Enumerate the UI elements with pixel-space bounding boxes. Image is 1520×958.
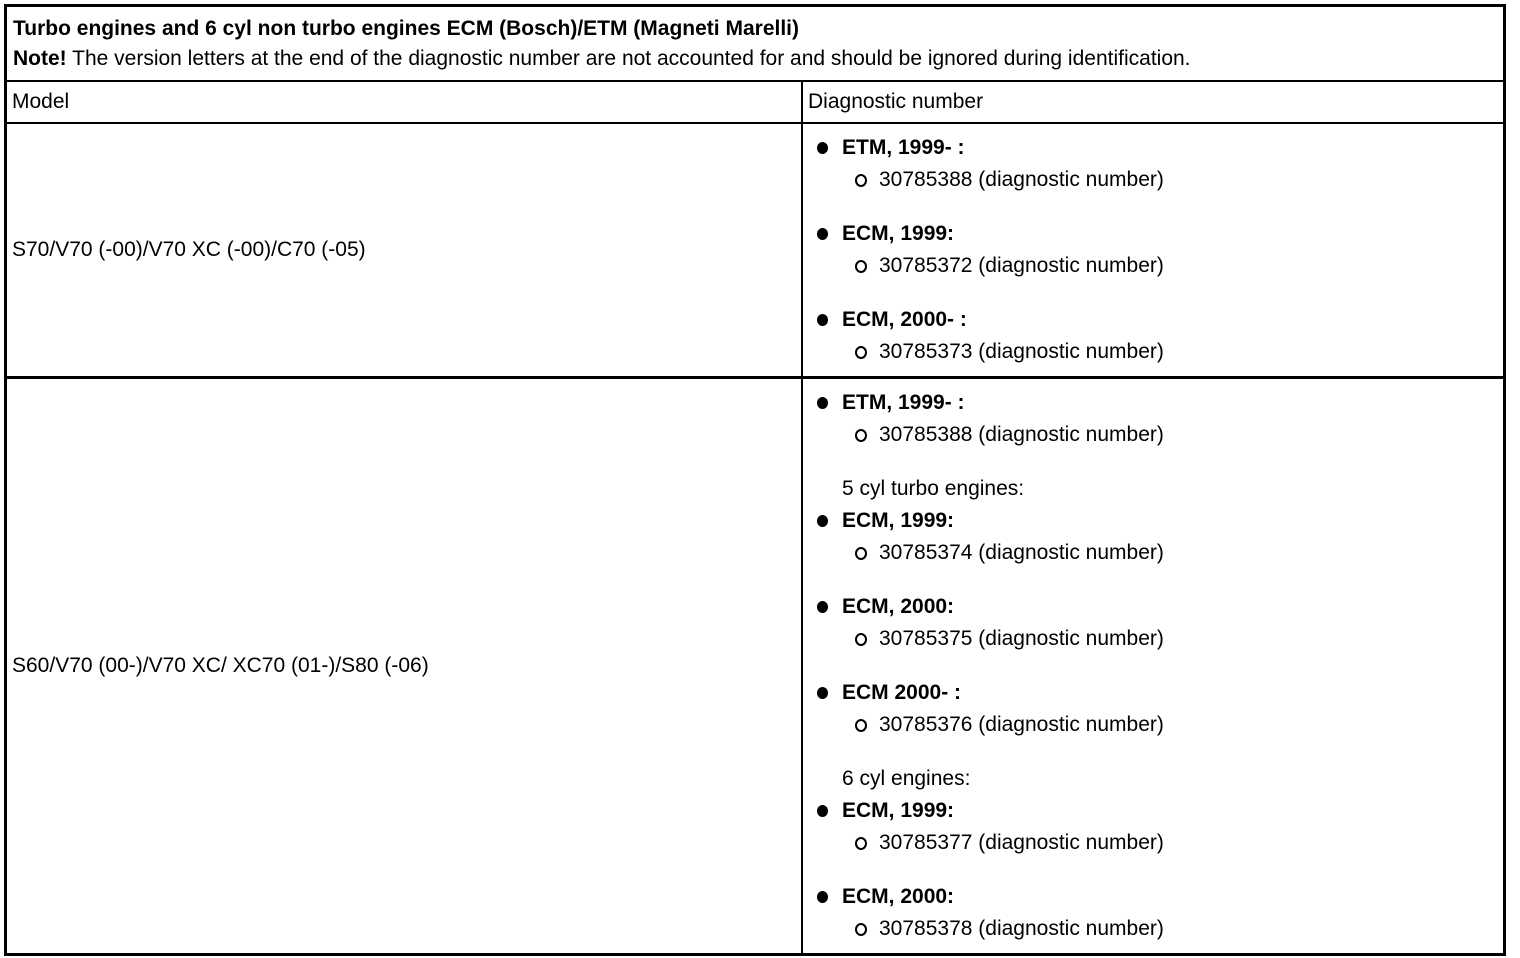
diagnostic-entry: [803, 218, 1497, 282]
module-label: ECM, 2000:: [842, 595, 955, 618]
bullet-icon: [817, 228, 828, 240]
bullet-line: [803, 218, 1497, 250]
note-text: The version letters at the end of the diagnostic number are not accounted for and should be ignored during identification.: [66, 47, 1191, 70]
column-header-model: Model: [7, 82, 803, 122]
diagnostic-entry: [803, 132, 1497, 196]
sub-bullet-line: [803, 250, 1497, 282]
column-header-diagnostic-number: Diagnostic number: [808, 90, 984, 113]
bullet-icon: [817, 515, 828, 527]
module-label: ECM, 1999:: [842, 222, 955, 245]
diagnostic-entry: [803, 591, 1497, 655]
engine-group-label: 6 cyl engines:: [842, 767, 971, 790]
circle-bullet-icon: [855, 260, 867, 273]
module-label: ECM, 2000:: [842, 885, 955, 908]
table-row: [7, 379, 1503, 953]
diagnostic-cell: [803, 124, 1503, 376]
table-body: [7, 124, 1503, 953]
diagnostic-entry: [803, 304, 1497, 368]
bullet-line: [803, 795, 1497, 827]
bullet-line: [803, 881, 1497, 913]
bullet-line: [803, 677, 1497, 709]
diagnostic-number-text: 30785372 (diagnostic number): [879, 254, 1164, 277]
diagnostic-entry: [803, 505, 1497, 569]
circle-bullet-icon: [855, 923, 867, 936]
table-header-row: [7, 82, 1503, 124]
diagnostic-entry: [803, 795, 1497, 859]
engine-group-label: 5 cyl turbo engines:: [842, 477, 1025, 500]
circle-bullet-icon: [855, 837, 867, 850]
bullet-icon: [817, 601, 828, 613]
diagnostic-number-text: 30785377 (diagnostic number): [879, 831, 1164, 854]
bullet-line: [803, 304, 1497, 336]
circle-bullet-icon: [855, 346, 867, 359]
engine-group-item: [803, 763, 1497, 795]
diagnostic-number-text: 30785375 (diagnostic number): [879, 627, 1164, 650]
circle-bullet-icon: [855, 174, 867, 187]
module-label: ETM, 1999- :: [842, 136, 965, 159]
module-label: ECM 2000- :: [842, 681, 962, 704]
bullet-line: [803, 591, 1497, 623]
module-label: ECM, 1999:: [842, 509, 955, 532]
module-label: ETM, 1999- :: [842, 391, 965, 414]
table-caption: [7, 7, 1503, 82]
bullet-icon: [817, 891, 828, 903]
diagnostic-entry: [803, 677, 1497, 741]
diagnostic-number-text: 30785374 (diagnostic number): [879, 541, 1164, 564]
diagnostic-cell: [803, 379, 1503, 953]
sub-bullet-line: [803, 623, 1497, 655]
sub-bullet-line: [803, 164, 1497, 196]
sub-bullet-line: [803, 709, 1497, 741]
diagnostic-table: [4, 4, 1506, 956]
sub-bullet-line: [803, 827, 1497, 859]
bullet-icon: [817, 687, 828, 699]
sub-bullet-line: [803, 419, 1497, 451]
circle-bullet-icon: [855, 547, 867, 560]
bullet-icon: [817, 314, 828, 326]
model-text: S70/V70 (-00)/V70 XC (-00)/C70 (-05): [12, 238, 366, 261]
module-label: ECM, 1999:: [842, 799, 955, 822]
diagnostic-number-text: 30785378 (diagnostic number): [879, 917, 1164, 940]
model-cell: [7, 124, 803, 376]
sub-bullet-line: [803, 913, 1497, 945]
model-text: S60/V70 (00-)/V70 XC/ XC70 (01-)/S80 (-06): [12, 654, 429, 677]
module-label: ECM, 2000- :: [842, 308, 967, 331]
diagnostic-number-text: 30785388 (diagnostic number): [879, 168, 1164, 191]
sub-bullet-line: [803, 537, 1497, 569]
bullet-icon: [817, 805, 828, 817]
diagnostic-entry: [803, 387, 1497, 451]
bullet-line: [803, 505, 1497, 537]
circle-bullet-icon: [855, 719, 867, 732]
sub-bullet-line: [803, 336, 1497, 368]
table-note: [13, 44, 1497, 74]
diagnostic-number-text: 30785388 (diagnostic number): [879, 423, 1164, 446]
circle-bullet-icon: [855, 633, 867, 646]
table-title: Turbo engines and 6 cyl non turbo engines ECM (Bosch)/ETM (Magneti Marelli): [13, 17, 799, 40]
bullet-icon: [817, 142, 828, 154]
diagnostic-number-text: 30785373 (diagnostic number): [879, 340, 1164, 363]
bullet-line: [803, 387, 1497, 419]
table-row: [7, 124, 1503, 379]
bullet-icon: [817, 397, 828, 409]
engine-group-item: [803, 473, 1497, 505]
diagnostic-number-text: 30785376 (diagnostic number): [879, 713, 1164, 736]
note-label: Note!: [13, 47, 67, 70]
circle-bullet-icon: [855, 429, 867, 442]
bullet-line: [803, 132, 1497, 164]
model-cell: [7, 379, 803, 953]
diagnostic-entry: [803, 881, 1497, 945]
